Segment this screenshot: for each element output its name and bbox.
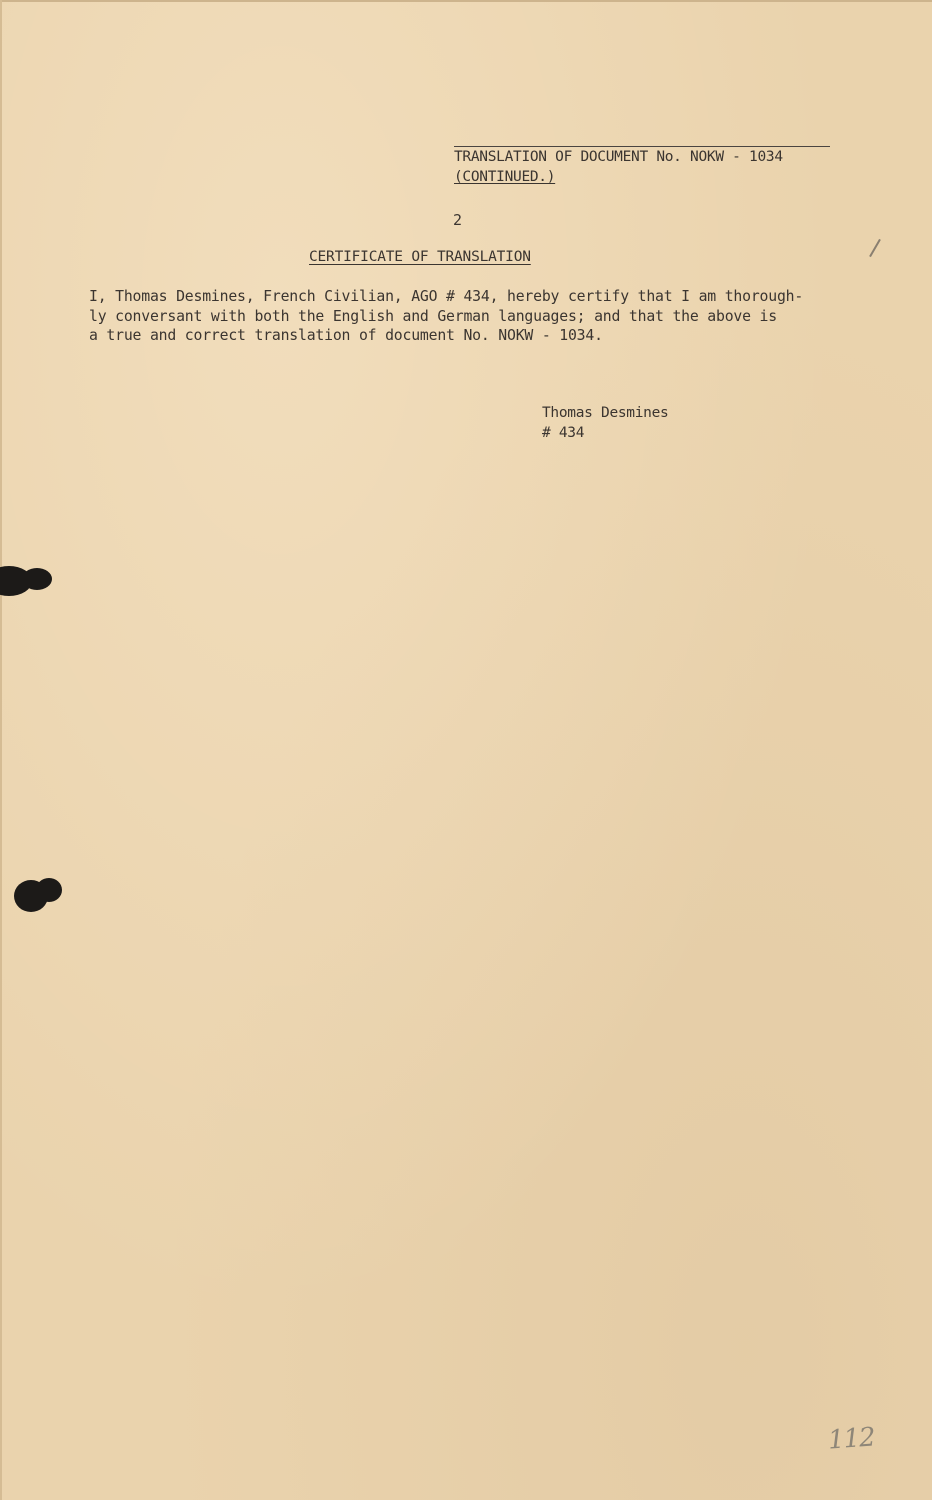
continued-label: (CONTINUED.) xyxy=(454,169,556,185)
pencil-mark xyxy=(869,239,881,257)
page-number: 2 xyxy=(453,211,463,229)
certificate-body-line: I, Thomas Desmines, French Civilian, AGO # 434, hereby certify that I am thorough- xyxy=(89,288,804,305)
signature-block xyxy=(542,403,668,443)
punch-hole-lower-tear xyxy=(36,878,62,902)
document-header xyxy=(454,146,830,187)
certificate-body-line: a true and correct translation of document No. NOKW - 1034. xyxy=(89,327,603,344)
document-title: TRANSLATION OF DOCUMENT No. NOKW - 1034 xyxy=(454,149,783,165)
certificate-body-line: ly conversant with both the English and German languages; and that the above is xyxy=(89,307,777,325)
punch-hole-upper-tear xyxy=(22,568,52,590)
certificate-heading: CERTIFICATE OF TRANSLATION xyxy=(309,249,531,265)
signature-number: # 434 xyxy=(542,425,585,441)
handwritten-page-number: 112 xyxy=(827,1422,876,1456)
page-edge-top xyxy=(0,0,932,2)
certificate-body xyxy=(89,287,889,346)
page-edge-left xyxy=(0,0,2,1500)
signature-name: Thomas Desmines xyxy=(542,405,669,421)
